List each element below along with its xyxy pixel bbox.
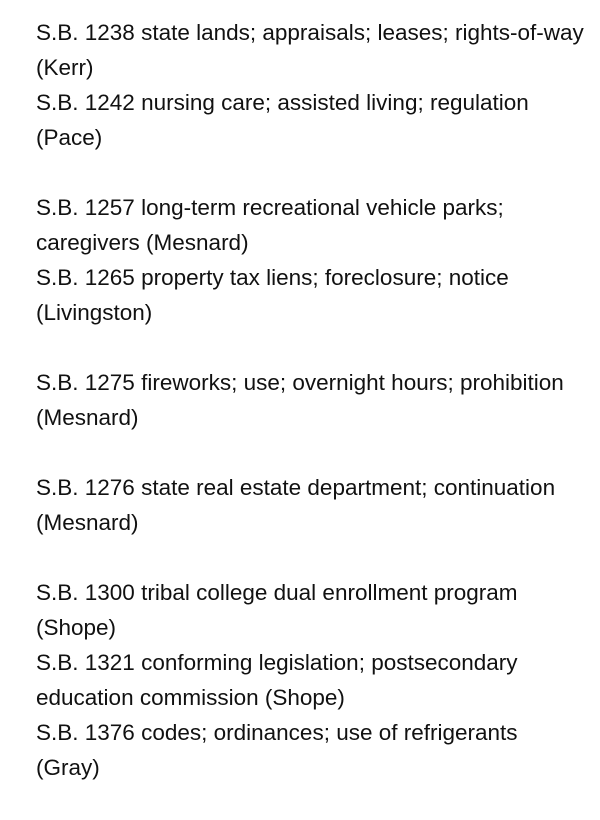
bill-group	[36, 365, 586, 435]
bill-entry-sb1275: S.B. 1275 fireworks; use; overnight hours; prohibition (Mesnard)	[36, 370, 564, 430]
bill-entry-sb1257: S.B. 1257 long-term recreational vehicle parks; caregivers (Mesnard)	[36, 195, 504, 255]
bill-group	[36, 575, 586, 785]
bill-group	[36, 15, 586, 155]
bill-group	[36, 190, 586, 330]
bill-entry-sb1376: S.B. 1376 codes; ordinances; use of refrigerants (Gray)	[36, 720, 518, 780]
bill-list	[36, 15, 586, 820]
bill-entry-sb1321: S.B. 1321 conforming legislation; postsecondary education commission (Shope)	[36, 650, 518, 710]
bill-group	[36, 470, 586, 540]
bill-entry-sb1265: S.B. 1265 property tax liens; foreclosure; notice (Livingston)	[36, 265, 509, 325]
bill-entry-sb1242: S.B. 1242 nursing care; assisted living; regulation (Pace)	[36, 90, 529, 150]
bill-entry-sb1300: S.B. 1300 tribal college dual enrollment program (Shope)	[36, 580, 518, 640]
bill-entry-sb1276: S.B. 1276 state real estate department; continuation (Mesnard)	[36, 475, 556, 535]
bill-entry-sb1238: S.B. 1238 state lands; appraisals; leases; rights-of-way (Kerr)	[36, 20, 584, 80]
